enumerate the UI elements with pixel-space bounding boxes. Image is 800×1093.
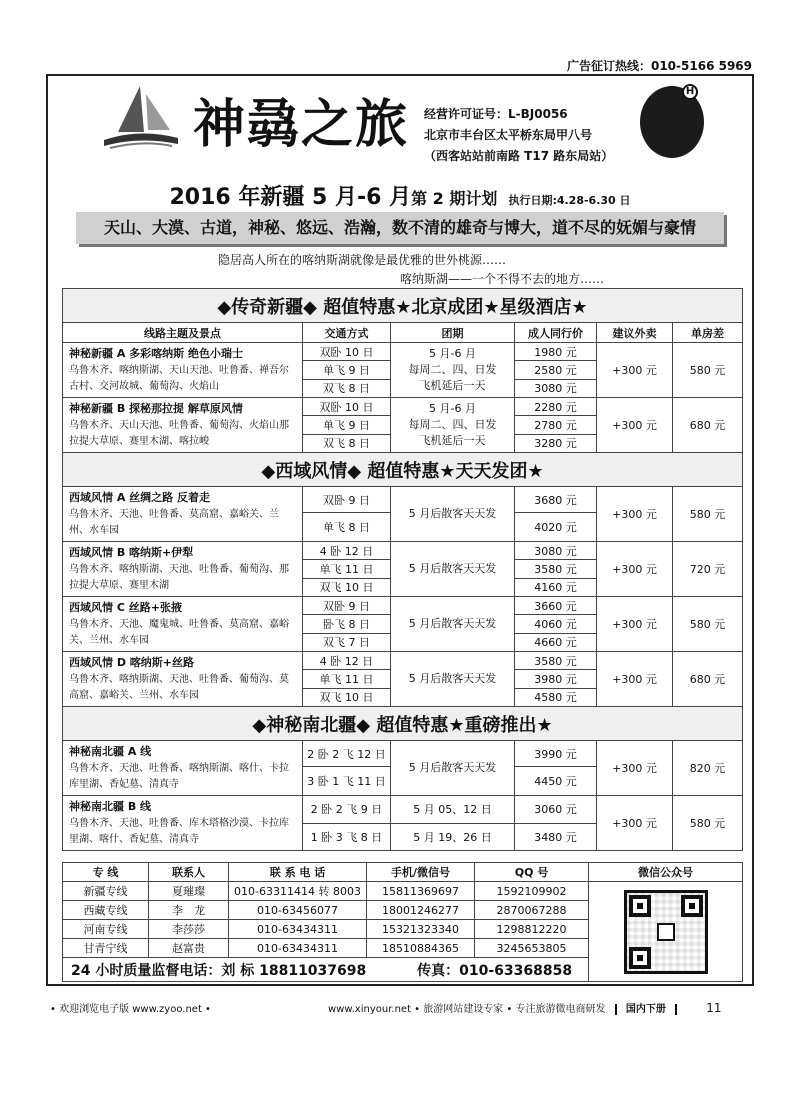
route-cell (63, 597, 303, 652)
transport: 4 卧 12 日 (303, 542, 391, 560)
route-stops: 乌鲁木齐、喀纳斯湖、天池、吐鲁番、葡萄沟、莫高窟、嘉峪关、兰州、水车园 (69, 674, 289, 701)
single-supplement: 680 元 (673, 652, 743, 707)
footer-category: 国内下册 (625, 1004, 666, 1015)
price: 2780 元 (515, 416, 597, 434)
transport: 双飞 8 日 (303, 434, 391, 452)
suggested-markup: +300 元 (597, 741, 673, 796)
suggested-markup: +300 元 (597, 796, 673, 851)
route-name: 神秘新疆 B 探秘那拉提 解草原风情 (69, 402, 243, 415)
route-name: 神秘南北疆 B 线 (69, 800, 152, 813)
transport: 单飞 11 日 (303, 670, 391, 688)
transport: 卧飞 8 日 (303, 615, 391, 633)
single-supplement: 580 元 (673, 597, 743, 652)
contact-person: 李莎莎 (149, 920, 229, 939)
departure-dates (391, 398, 515, 453)
transport: 双卧 9 日 (303, 597, 391, 615)
contact-mobile: 18510884365 (367, 939, 475, 958)
price: 4660 元 (515, 633, 597, 651)
route-name: 西域风情 C 丝路+张掖 (69, 601, 182, 614)
title-row (48, 180, 752, 211)
route-name: 神秘南北疆 A 线 (69, 745, 152, 758)
route-cell (63, 487, 303, 542)
price: 4060 元 (515, 615, 597, 633)
license-block (424, 104, 613, 167)
price: 3990 元 (515, 741, 597, 767)
contact-person: 李 龙 (149, 901, 229, 920)
price: 3580 元 (515, 560, 597, 578)
route-stops: 乌鲁木齐、天池、吐鲁番、莫高窟、嘉峪关、兰州、水车园 (69, 509, 279, 536)
departure-dates: 5 月后散客天天发 (391, 652, 515, 707)
section-header-legend-xinjiang: ◆传奇新疆◆ 超值特惠★北京成团★星级酒店★ (63, 289, 743, 323)
single-supplement: 580 元 (673, 487, 743, 542)
contact-col-mobile: 手机/微信号 (367, 863, 475, 882)
footer-left: • 欢迎浏览电子版 www.zyoo.net • (50, 1004, 211, 1015)
transport: 双卧 10 日 (303, 343, 391, 361)
footer-divider (615, 1004, 617, 1015)
route-cell (63, 343, 303, 398)
col-transport: 交通方式 (303, 323, 391, 343)
address-line-1: 北京市丰台区太平桥东局甲八号 (424, 128, 593, 142)
price: 3580 元 (515, 652, 597, 670)
transport: 2 卧 2 飞 9 日 (303, 796, 391, 824)
sail-logo-icon (100, 84, 180, 154)
price: 3280 元 (515, 434, 597, 452)
transport: 单飞 8 日 (303, 513, 391, 542)
price: 3980 元 (515, 670, 597, 688)
price: 3080 元 (515, 542, 597, 560)
price: 2280 元 (515, 398, 597, 416)
single-supplement: 580 元 (673, 796, 743, 851)
transport: 双卧 9 日 (303, 487, 391, 513)
route-stops: 乌鲁木齐、天池、魔鬼城、吐鲁番、莫高窟、嘉峪关、兰州、水车园 (69, 619, 289, 646)
departure-dates: 5 月 19、26 日 (391, 823, 515, 851)
contact-phone: 010-63434311 (229, 920, 367, 939)
execution-date: 执行日期:4.28-6.30 日 (508, 194, 631, 207)
contact-phone: 010-63434311 (229, 939, 367, 958)
license-number: 经营许可证号：L-BJ0056 (424, 107, 568, 121)
slogan-banner: 天山、大漠、古道，神秘、悠远、浩瀚，数不清的雄奇与博大，道不尽的妩媚与豪情 (76, 212, 724, 244)
contact-mobile: 18001246277 (367, 901, 475, 920)
page-number: 11 (706, 1001, 722, 1015)
footer-site: www.xinyour.net • 旅游网站建设专家 • 专注旅游微电商研发 (328, 1004, 606, 1015)
price: 1980 元 (515, 343, 597, 361)
price: 4580 元 (515, 688, 597, 706)
wechat-qr-code-icon (624, 890, 708, 974)
contact-col-line: 专 线 (63, 863, 149, 882)
dates-line: 5 月-6 月 (429, 347, 476, 360)
col-price: 成人同行价 (515, 323, 597, 343)
ad-frame (46, 74, 754, 986)
transport: 单飞 9 日 (303, 361, 391, 379)
quality-hotline: 24 小时质量监督电话：刘 标 18811037698 (71, 962, 367, 979)
departure-dates: 5 月后散客天天发 (391, 542, 515, 597)
route-name: 神秘新疆 A 多彩喀纳斯 绝色小瑞士 (69, 347, 244, 360)
plan-title (169, 185, 497, 210)
price: 3080 元 (515, 379, 597, 397)
contacts-table (62, 862, 743, 982)
itinerary-table (62, 288, 743, 851)
single-supplement: 680 元 (673, 398, 743, 453)
transport: 双卧 10 日 (303, 398, 391, 416)
footer-divider (675, 1004, 677, 1015)
route-stops: 乌鲁木齐、天山天池、吐鲁番、葡萄沟、火焰山那拉提大草原、赛里木湖、喀拉峻 (69, 420, 289, 447)
departure-dates (391, 343, 515, 398)
transport: 双飞 8 日 (303, 379, 391, 397)
route-cell (63, 796, 303, 851)
route-name: 西域风情 A 丝绸之路 反着走 (69, 491, 211, 504)
contact-qq: 3245653805 (475, 939, 589, 958)
route-stops: 乌鲁木齐、喀纳斯湖、天山天池、吐鲁番、禅吾尔古村、交河故城、葡萄沟、火焰山 (69, 365, 289, 392)
contact-col-phone: 联 系 电 话 (229, 863, 367, 882)
transport: 3 卧 1 飞 11 日 (303, 767, 391, 796)
dates-line: 飞机延后一天 (419, 434, 486, 447)
price: 3060 元 (515, 796, 597, 824)
brand-logo-text: 神骉之旅 (193, 94, 410, 155)
wechat-qr-cell (589, 882, 743, 982)
price: 3680 元 (515, 487, 597, 513)
dates-line: 飞机延后一天 (419, 379, 486, 392)
footer-right-group (328, 1000, 722, 1015)
transport: 4 卧 12 日 (303, 652, 391, 670)
price: 4450 元 (515, 767, 597, 796)
contact-mobile: 15811369697 (367, 882, 475, 901)
transport: 1 卧 3 飞 8 日 (303, 823, 391, 851)
contact-line: 新疆专线 (63, 882, 149, 901)
route-cell (63, 652, 303, 707)
section-header-south-north-xinjiang: ◆神秘南北疆◆ 超值特惠★重磅推出★ (63, 707, 743, 741)
route-name: 西域风情 D 喀纳斯+丝路 (69, 656, 195, 669)
ad-hotline: 广告征订热线：010-5166 5969 (566, 59, 752, 73)
route-stops: 乌鲁木齐、天池、吐鲁番、库木塔格沙漠、卡拉库里湖、喀什、香妃墓、清真寺 (69, 818, 289, 845)
intro-line-1: 隐居高人所在的喀纳斯湖就像是最优雅的世外桃源…… (218, 253, 507, 267)
plan-title-sub: 第 2 期计划 (411, 189, 498, 208)
col-single: 单房差 (673, 323, 743, 343)
contact-row (63, 882, 743, 901)
contact-person: 夏璀璨 (149, 882, 229, 901)
suggested-markup: +300 元 (597, 398, 673, 453)
contact-line: 西藏专线 (63, 901, 149, 920)
suggested-markup: +300 元 (597, 652, 673, 707)
dates-line: 5 月-6 月 (429, 402, 476, 415)
col-route: 线路主题及景点 (63, 323, 303, 343)
plan-title-main: 2016 年新疆 5 月-6 月 (169, 185, 412, 210)
route-cell (63, 398, 303, 453)
suggested-markup: +300 元 (597, 542, 673, 597)
intro-line-2: 喀纳斯湖——一个不得不去的地方…… (400, 272, 605, 286)
contact-col-person: 联系人 (149, 863, 229, 882)
contact-mobile: 15321323340 (367, 920, 475, 939)
route-name: 西域风情 B 喀纳斯+伊犁 (69, 546, 194, 559)
price: 3660 元 (515, 597, 597, 615)
single-supplement: 720 元 (673, 542, 743, 597)
col-dates: 团期 (391, 323, 515, 343)
col-extra: 建议外卖 (597, 323, 673, 343)
dates-line: 每周二、四、日发 (408, 363, 497, 376)
price: 4020 元 (515, 513, 597, 542)
suggested-markup: +300 元 (597, 343, 673, 398)
fax-number: 传真：010-63368858 (417, 962, 573, 979)
contact-phone: 010-63456077 (229, 901, 367, 920)
contact-qq: 1298812220 (475, 920, 589, 939)
transport: 单飞 11 日 (303, 560, 391, 578)
section-header-western-regions: ◆西域风情◆ 超值特惠★天天发团★ (63, 453, 743, 487)
departure-dates: 5 月后散客天天发 (391, 597, 515, 652)
route-stops: 乌鲁木齐、喀纳斯湖、天池、吐鲁番、葡萄沟、那拉提大草原、赛里木湖 (69, 564, 289, 591)
suggested-markup: +300 元 (597, 487, 673, 542)
contact-phone: 010-63311414 转 8003 (229, 882, 367, 901)
contact-col-wechat: 微信公众号 (589, 863, 743, 882)
route-stops: 乌鲁木齐、天池、吐鲁番、喀纳斯湖、喀什、卡拉库里湖、香妃墓、清真寺 (69, 763, 289, 790)
departure-dates: 5 月 05、12 日 (391, 796, 515, 824)
price: 4160 元 (515, 578, 597, 596)
transport: 双飞 7 日 (303, 633, 391, 651)
transport: 双飞 10 日 (303, 578, 391, 596)
transport: 双飞 10 日 (303, 688, 391, 706)
contact-qq: 1592109902 (475, 882, 589, 901)
suggested-markup: +300 元 (597, 597, 673, 652)
dates-line: 每周二、四、日发 (408, 418, 497, 431)
contact-line: 河南专线 (63, 920, 149, 939)
address-line-2: （西客站站前南路 T17 路东局站） (424, 149, 614, 163)
route-cell (63, 741, 303, 796)
seal-badge: H (682, 84, 698, 100)
contact-person: 赵富贵 (149, 939, 229, 958)
departure-dates: 5 月后散客天天发 (391, 741, 515, 796)
route-cell (63, 542, 303, 597)
price: 2580 元 (515, 361, 597, 379)
single-supplement: 580 元 (673, 343, 743, 398)
price: 3480 元 (515, 823, 597, 851)
transport: 单飞 9 日 (303, 416, 391, 434)
departure-dates: 5 月后散客天天发 (391, 487, 515, 542)
contact-col-qq: QQ 号 (475, 863, 589, 882)
supervision-line (63, 958, 589, 982)
contact-qq: 2870067288 (475, 901, 589, 920)
contact-line: 甘青宁线 (63, 939, 149, 958)
transport: 2 卧 2 飞 12 日 (303, 741, 391, 767)
single-supplement: 820 元 (673, 741, 743, 796)
